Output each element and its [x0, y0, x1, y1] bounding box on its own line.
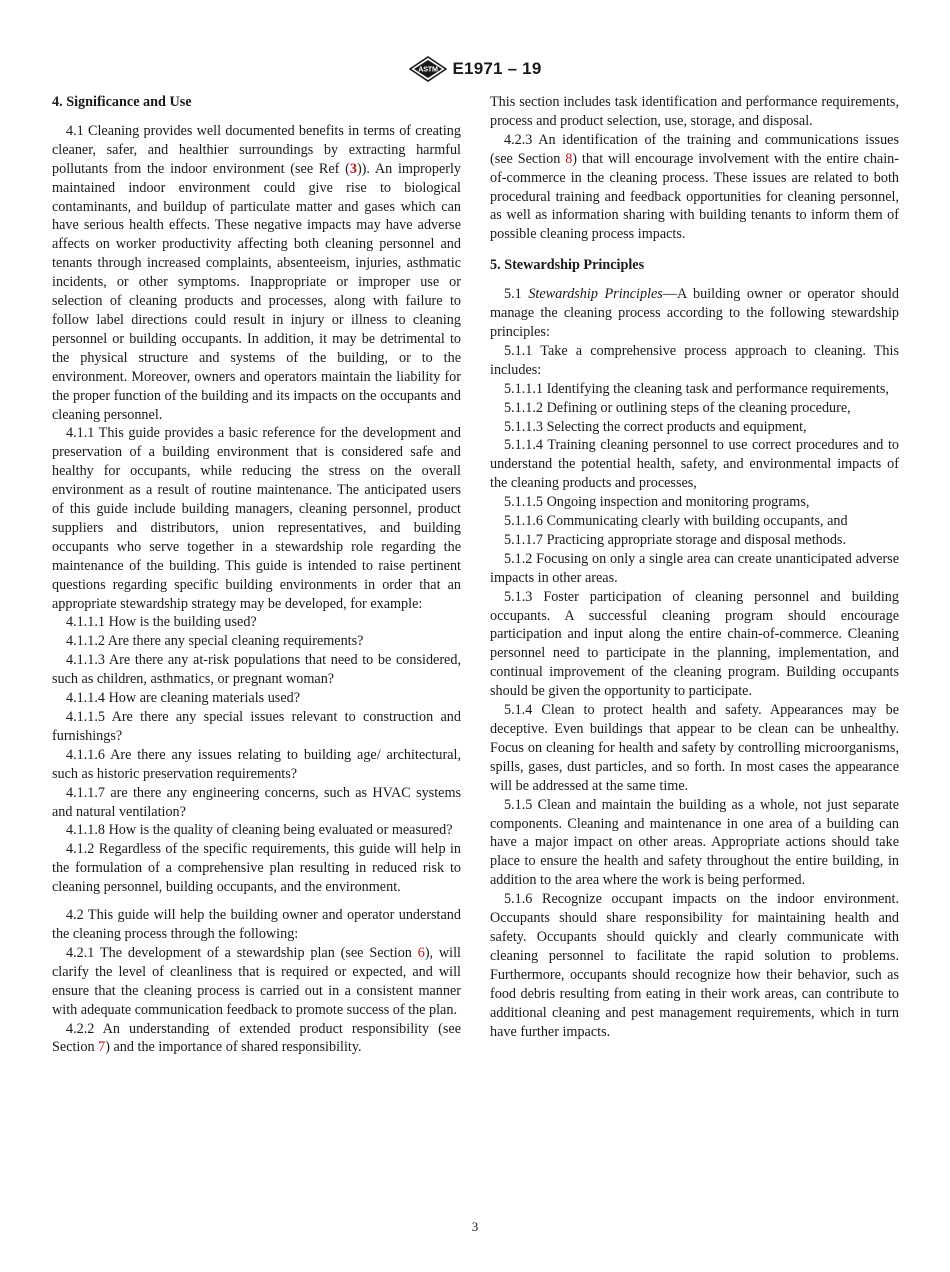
para-5-1-1: 5.1.1 Take a comprehensive process approach to cleaning. This includes:	[490, 342, 899, 378]
para-5-1-5: 5.1.5 Clean and maintain the building as a whole, not just separate components. Cleaning and maintenance in one area of a building can have a major impact on other areas. Appropriate actions should take place to ensure the health and safety throughout the entire building, in addition to the area where the work is being performed.	[490, 796, 899, 889]
ref-3-link[interactable]: 3	[349, 160, 357, 177]
para-5-1-1-5: 5.1.1.5 Ongoing inspection and monitoring programs,	[504, 494, 810, 511]
para-4-1-1: 4.1.1 This guide provides a basic reference for the development and preservation of a building environment that is considered safe and healthy for occupants, while reducing the stress on the overall environment as a result of routine maintenance. The anticipated users of this guide include building managers, cleaning personnel, product suppliers and distributors, union representatives, and building occupants who serve together in a stewardship role regarding the maintenance of the building. This guide is intended to raise pertinent questions regarding specific building environments in order that an appropriate stewardship strategy may be developed, for example:	[52, 425, 461, 612]
page-number: 3	[471, 1219, 479, 1234]
para-5-1-1-2: 5.1.1.2 Defining or outlining steps of the cleaning procedure,	[504, 399, 851, 416]
section-4-heading: 4. Significance and Use	[52, 94, 192, 110]
astm-logo-icon	[409, 56, 447, 82]
para-5-1-1-4: 5.1.1.4 Training cleaning personnel to use correct procedures and to understand the potential health, safety, and environmental impacts of the cleaning products and processes,	[490, 437, 899, 492]
para-4-2-2: 4.2.2 An understanding of extended product responsibility (see Section 7) and the importance of shared responsibility.	[52, 1020, 461, 1056]
para-4-1-1-7: 4.1.1.7 are there any engineering concerns, such as HVAC systems and natural ventilation?	[52, 784, 461, 820]
para-4-1-1-3: 4.1.1.3 Are there any at-risk populations that need to be considered, such as children, asthmatics, or pregnant woman?	[52, 652, 461, 688]
page-header	[0, 56, 950, 82]
right-column	[490, 93, 899, 1041]
left-column	[52, 93, 461, 1057]
para-5-1-3: 5.1.3 Foster participation of cleaning personnel and building occupants. A successful cleaning program should encourage participation and input along the entire chain-of-commerce. Cleaning personnel need to participate in the planning, implementation, and continual improvement of the cleaning program. Building occupants should be given the opportunity to participate.	[490, 588, 899, 700]
para-4-1-2: 4.1.2 Regardless of the specific requirements, this guide will help in the formulation of a comprehensive plan resulting in reduced risk to cleaning personnel, building occupants, and the environment.	[52, 841, 461, 896]
section-8-link[interactable]: 8	[565, 150, 573, 167]
logo-text: ASTM	[417, 64, 438, 74]
para-4-1-1-5: 4.1.1.5 Are there any special issues relevant to construction and furnishings?	[52, 709, 461, 744]
section-5-heading: 5. Stewardship Principles	[490, 257, 645, 274]
para-5-1-2: 5.1.2 Focusing on only a single area can create unanticipated adverse impacts in other areas.	[490, 550, 899, 586]
para-4-2-3: 4.2.3 An identification of the training and communications issues (see Section 8) that will encourage involvement with the entire chain-of-commerce in the cleaning process. These issues are related to both procedural training and feedback opportunities for cleaning personnel, as well as information sharing with building tenants to inform them of possible cleaning process impacts.	[490, 131, 899, 243]
para-5-1-1-3: 5.1.1.3 Selecting the correct products and equipment,	[504, 418, 807, 435]
section-7-link[interactable]: 7	[98, 1039, 106, 1056]
para-4-1-1-2: 4.1.1.2 Are there any special cleaning requirements?	[66, 633, 364, 650]
para-4-1: 4.1 Cleaning provides well documented benefits in terms of creating cleaner, safer, and healthier surroundings by extracting harmful pollutants from the indoor environment (see Ref (3)). An improperly maintained indoor environment could give rise to biological contaminants, and buildup of particulate matter and gases which can have serious health effects. These negative impacts may have adverse affects on worker productivity affecting both cleaning personnel and tenants through increased complaints, absenteeism, injuries, asthmatic incidents, or other symptoms. Inappropriate or improper use or selection of cleaning products and processes, along with failure to follow label directions could result in injury or illness to cleaning personnel or building occupants. In addition, it may be detrimental to the physical structure and systems of the building, or to the environment. Moreover, owners and operators maintain the liability for the proper function of the building and its impacts on the occupants and cleaning personnel.	[52, 122, 462, 423]
para-4-2-1: 4.2.1 The development of a stewardship plan (see Section 6), will clarify the level of cleanliness that is required or expected, and will ensure that the cleaning process is carried out in a consistent manner with adequate communication feedback to promote success of the plan.	[52, 944, 461, 1018]
para-4-1-1-1: 4.1.1.1 How is the building used?	[66, 614, 257, 631]
para-4-1-1-4: 4.1.1.4 How are cleaning materials used?	[66, 690, 301, 707]
para-5-1-1-1: 5.1.1.1 Identifying the cleaning task and performance requirements,	[504, 380, 889, 397]
standard-designation: E1971 – 19	[452, 59, 542, 78]
para-4-1-1-8: 4.1.1.8 How is the quality of cleaning being evaluated or measured?	[66, 822, 453, 839]
section-6-link[interactable]: 6	[417, 944, 425, 961]
para-4-1-1-6: 4.1.1.6 Are there any issues relating to building age/ architectural, such as historic preservation requirements?	[52, 746, 461, 782]
para-5-1-1-6: 5.1.1.6 Communicating clearly with building occupants, and	[504, 513, 848, 530]
para-5-1: 5.1 Stewardship Principles—A building owner or operator should manage the cleaning process according to the following stewardship principles:	[490, 286, 899, 340]
para-5-1-4: 5.1.4 Clean to protect health and safety. Appearances may be deceptive. Even buildings that appear to be clean can be unhealthy. Focus on cleaning for health and safety by controlling microorganisms, spills, gases, dust particles, and so forth. In most cases the appearance will be addressed at the same time.	[490, 702, 899, 794]
para-5-1-6: 5.1.6 Recognize occupant impacts on the indoor environment. Occupants should share responsibility for maintaining health and safety. Occupants should quickly and clearly communicate with cleaning personnel to facilitate the rapid solution to problems. Furthermore, occupants should recognize how their behavior, such as food debris resulting from eating in their work areas, can contribute to additional cleaning and pest management requirements, which in turn have further impacts.	[490, 891, 899, 1040]
para-5-1-1-7: 5.1.1.7 Practicing appropriate storage and disposal methods.	[504, 531, 846, 548]
para-4-2: 4.2 This guide will help the building owner and operator understand the cleaning process through the following:	[52, 907, 461, 942]
para-4-2-2-continued: This section includes task identification and performance requirements, process and product selection, use, storage, and disposal.	[490, 94, 899, 129]
